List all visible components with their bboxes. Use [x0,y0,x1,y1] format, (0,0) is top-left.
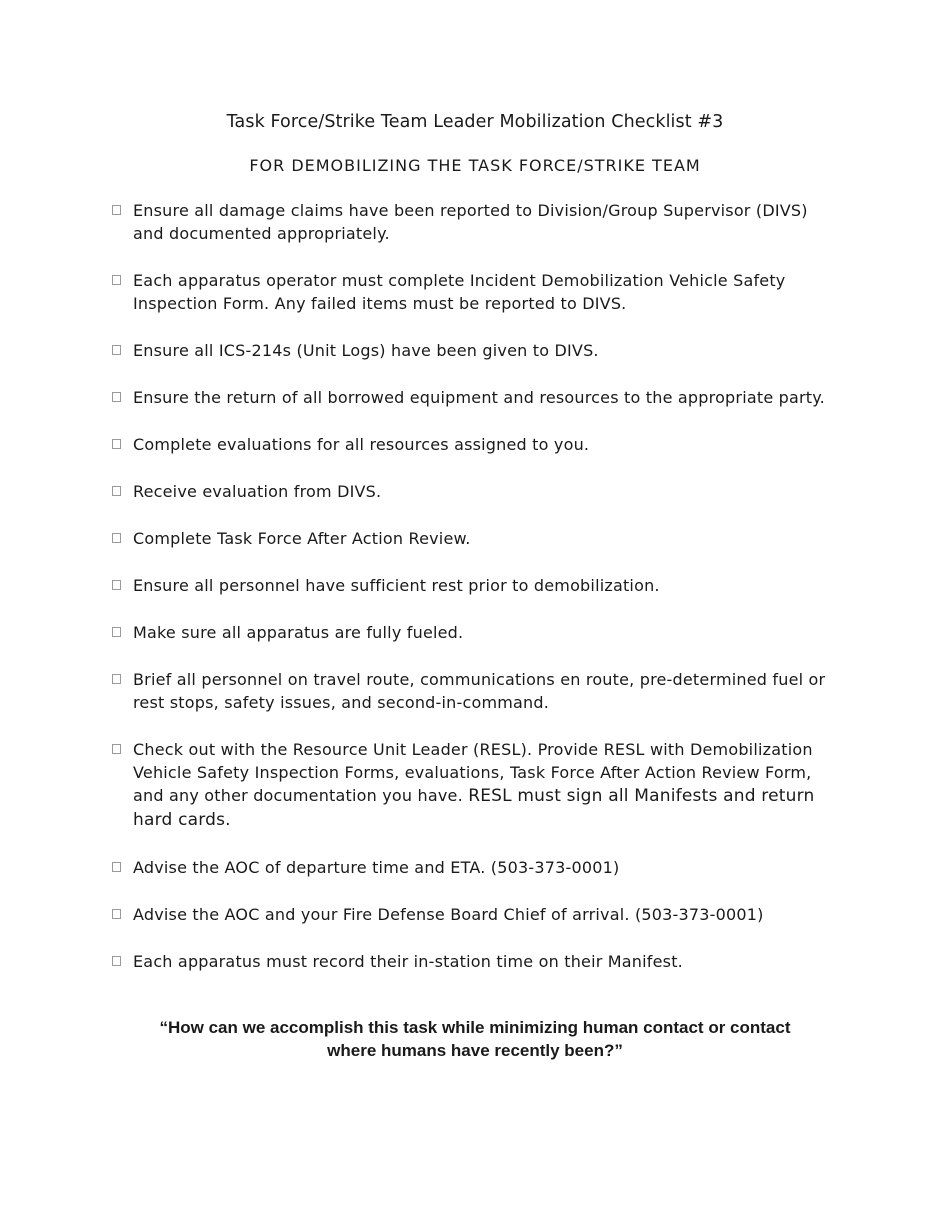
checklist-item [112,903,842,926]
checklist-item-text: Each apparatus operator must complete Incident Demobilization Vehicle Safety Inspection Form. Any failed items must be reported to DIVS. [133,271,786,313]
checklist-item-main-text: Check out with the Resource Unit Leader (RESL). Provide RESL with Demobilization Vehicle Safety Inspection Forms, evaluations, Task Force After Action Review Form, and any other documentation you have. [133,740,813,805]
checklist [112,199,842,997]
checklist-item [112,668,842,714]
checklist-item [112,738,842,832]
checkbox[interactable] [112,439,121,449]
checklist-item-text: Receive evaluation from DIVS. [133,482,382,501]
checklist-item [112,433,842,456]
checklist-item-text: Make sure all apparatus are fully fueled. [133,623,464,642]
checklist-item-emphasis: RESL must sign all Manifests and return hard cards. [133,786,815,830]
checklist-item-text: Ensure all damage claims have been reported to Division/Group Supervisor (DIVS) and documented appropriately. [133,201,808,243]
closing-quote-line-2: where humans have recently been?” [327,1041,623,1060]
checkbox[interactable] [112,205,121,215]
checkbox[interactable] [112,580,121,590]
page-title: Task Force/Strike Team Leader Mobilization Checklist #3 [226,112,724,132]
closing-quote-line-1: “How can we accomplish this task while minimizing human contact or contact [159,1018,791,1037]
checklist-item [112,574,842,597]
checklist-item [112,199,842,245]
checklist-item-text: Brief all personnel on travel route, communications en route, pre-determined fuel or rest stops, safety issues, and second-in-command. [133,670,826,712]
checklist-item [112,339,842,362]
checkbox[interactable] [112,533,121,543]
checkbox[interactable] [112,275,121,285]
checklist-item-text: Ensure the return of all borrowed equipment and resources to the appropriate party. [133,388,825,407]
checklist-item-text: Advise the AOC and your Fire Defense Board Chief of arrival. (503-373-0001) [133,905,764,924]
checkbox[interactable] [112,627,121,637]
checklist-item [112,621,842,644]
checkbox[interactable] [112,486,121,496]
checklist-item [112,856,842,879]
checklist-item [112,950,842,973]
checklist-item [112,269,842,315]
checklist-item-text: Advise the AOC of departure time and ETA. (503-373-0001) [133,858,620,877]
checkbox[interactable] [112,862,121,872]
checklist-item-text: Complete Task Force After Action Review. [133,529,471,548]
checklist-item [112,527,842,550]
page-subtitle: FOR DEMOBILIZING THE TASK FORCE/STRIKE TEAM [249,156,701,175]
checklist-item-text: Ensure all ICS-214s (Unit Logs) have been given to DIVS. [133,341,599,360]
checkbox[interactable] [112,345,121,355]
checkbox[interactable] [112,674,121,684]
closing-quote [0,1016,950,1062]
checkbox[interactable] [112,909,121,919]
checklist-item-text: Each apparatus must record their in-station time on their Manifest. [133,952,683,971]
checkbox[interactable] [112,392,121,402]
checkbox[interactable] [112,956,121,966]
checkbox[interactable] [112,744,121,754]
checklist-item-text: Complete evaluations for all resources assigned to you. [133,435,590,454]
checklist-item-text [133,738,842,832]
checklist-item [112,386,842,409]
checklist-item [112,480,842,503]
checklist-item-text: Ensure all personnel have sufficient rest prior to demobilization. [133,576,660,595]
